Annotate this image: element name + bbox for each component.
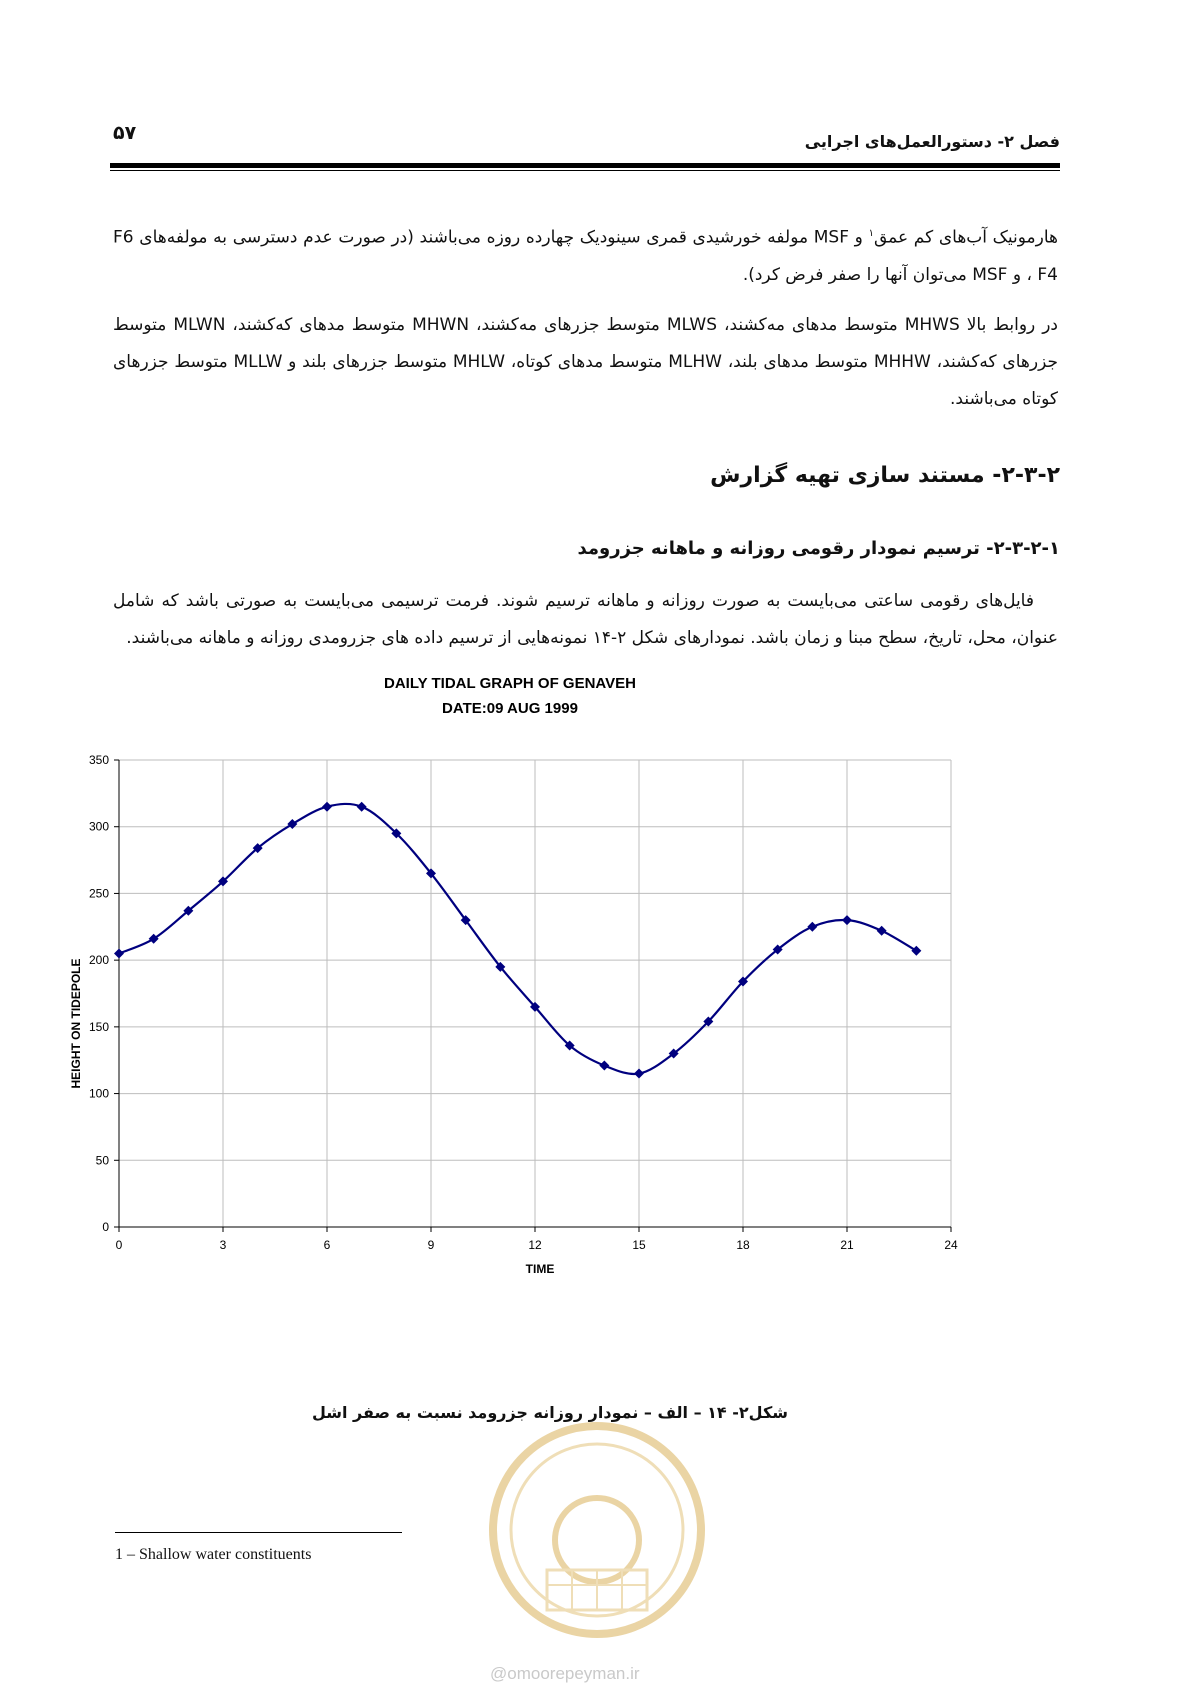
footnote-divider	[115, 1532, 402, 1533]
header-rule-thick	[110, 163, 1060, 168]
paragraph-harmonics-rest: و MSF مولفه خورشیدی قمری سینودیک چهارده روزه می‌باشند (در صورت عدم دسترسی به مولفه‌های F6 ، F4 و MSF می‌توان آنها را صفر فرض کرد).	[113, 227, 1058, 285]
paragraph-harmonics	[113, 215, 1058, 294]
footnote-ref[interactable]: ۱	[868, 228, 874, 239]
data-point	[911, 946, 921, 956]
site-watermark: @omoorepeyman.ir	[490, 1664, 640, 1683]
y-tick-label: 50	[95, 1153, 109, 1168]
paragraph-plot-format: فایل‌های رقومی ساعتی می‌بایست به صورت روزانه و ماهانه ترسیم شوند. فرمت ترسیمی می‌بایست به صورتی باشد که شامل عنوان، محل، تاریخ، سطح مبنا و زمان باشد. نمودارهای شکل ۲-۱۴ نمونه‌هایی از ترسیم داده های جزرومدی روزانه و ماهانه می‌باشند.	[113, 591, 1058, 648]
x-tick-label: 18	[736, 1238, 750, 1252]
subsection-heading: ۲-۳-۲-۱- ترسیم نمودار رقومی روزانه و ماهانه جزرومد	[577, 538, 1060, 559]
x-tick-label: 9	[427, 1238, 435, 1252]
data-point	[807, 922, 817, 932]
y-tick-label: 250	[88, 886, 109, 901]
data-point	[287, 819, 297, 829]
data-point	[634, 1069, 644, 1079]
chapter-title: فصل ۲- دستورالعمل‌های اجرایی	[804, 132, 1060, 151]
footnote: 1 – Shallow water constituents	[115, 1546, 312, 1563]
header-rule-thin	[110, 170, 1060, 171]
publisher-seal	[487, 1420, 707, 1640]
y-tick-label: 100	[88, 1086, 109, 1101]
tidal-line-chart	[60, 675, 1040, 1395]
section-heading: ۲-۳-۲- مستند سازی تهیه گزارش	[710, 463, 1060, 488]
y-tick-label: 300	[88, 819, 109, 834]
x-tick-label: 3	[219, 1238, 227, 1252]
x-tick-label: 12	[528, 1238, 542, 1252]
data-point	[322, 802, 332, 812]
page-number: ۵۷	[113, 122, 137, 144]
y-tick-label: 0	[102, 1220, 109, 1234]
chart-subtitle: DATE:09 AUG 1999	[442, 700, 578, 717]
series-line	[119, 804, 916, 1074]
data-point	[599, 1061, 609, 1071]
paragraph-definitions: در روابط بالا MHWS متوسط مدهای مه‌کشند، MLWS متوسط جزرهای مه‌کشند، MHWN متوسط مدهای که‌کشند، MLWN متوسط جزرهای که‌کشند، MHHW متوسط مدهای بلند، MLHW متوسط مدهای کوتاه، MHLW متوسط جزرهای بلند و MLLW متوسط جزرهای کوتاه می‌باشند.	[113, 315, 1058, 409]
chart-title: DAILY TIDAL GRAPH OF GENAVEH	[384, 675, 636, 692]
x-tick-label: 0	[115, 1238, 123, 1252]
x-tick-label: 15	[632, 1238, 646, 1252]
data-point	[357, 802, 367, 812]
data-point	[114, 948, 124, 958]
y-axis-label: HEIGHT ON TIDEPOLE	[69, 958, 83, 1089]
y-tick-label: 350	[88, 753, 109, 767]
y-tick-label: 150	[88, 1019, 109, 1034]
x-axis-label: TIME	[525, 1262, 555, 1276]
paragraph-harmonics-start: هارمونیک آب‌های کم عمق	[873, 227, 1058, 248]
figure-caption: شکل۲- ۱۴ – الف – نمودار روزانه جزرومد نسبت به صفر اشل	[311, 1403, 788, 1422]
x-tick-label: 24	[944, 1238, 958, 1252]
x-tick-label: 6	[323, 1238, 331, 1252]
x-tick-label: 21	[840, 1238, 854, 1252]
data-point	[842, 915, 852, 925]
data-point	[877, 926, 887, 936]
y-tick-label: 200	[88, 953, 109, 968]
